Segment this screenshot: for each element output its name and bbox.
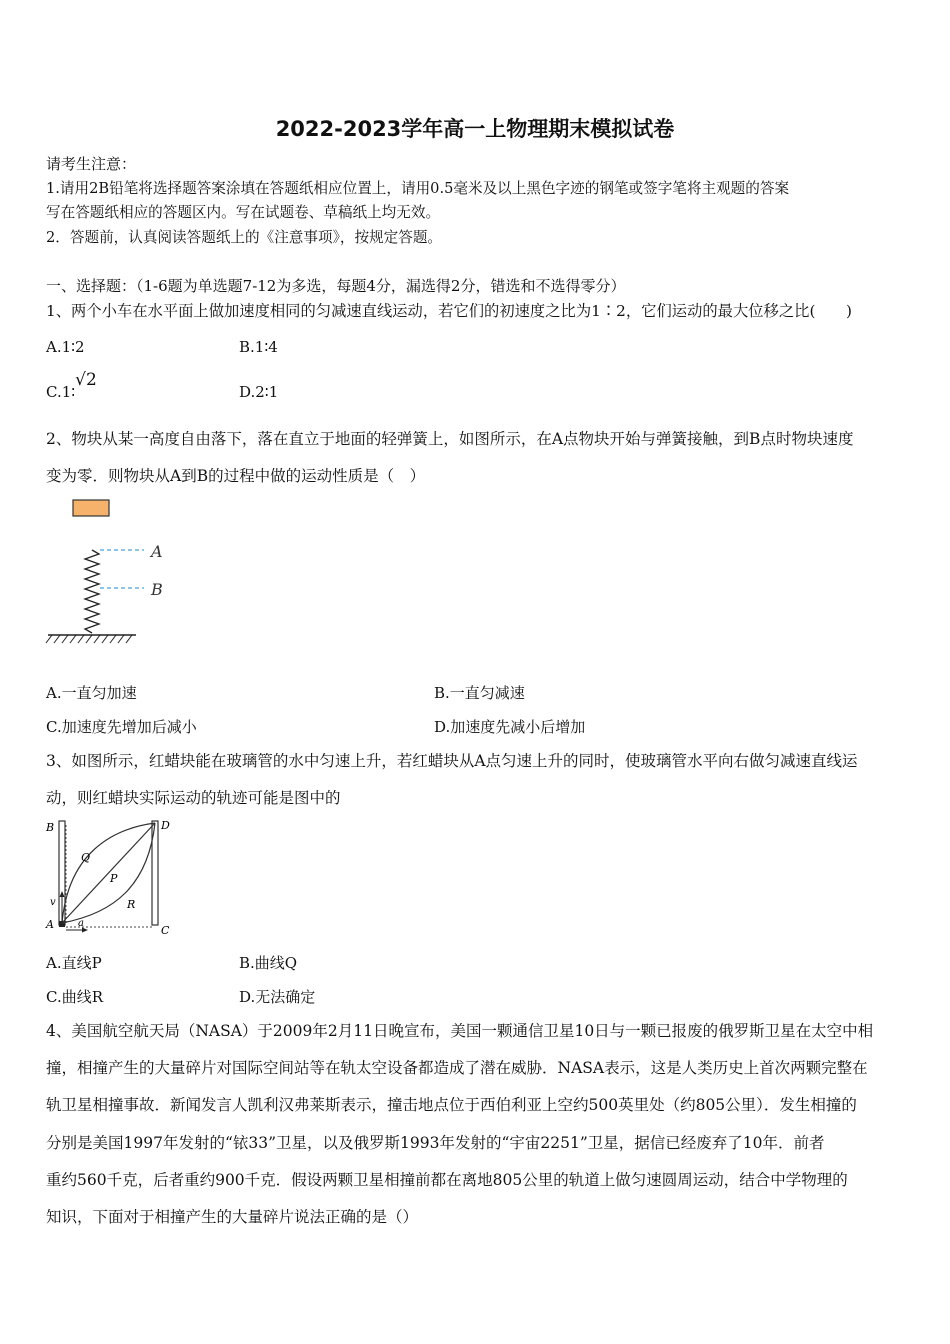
q4-line-3: 轨卫星相撞事故．新闻发言人凯利汉弗莱斯表示，撞击地点位于西伯利亚上空约500英里处（约805公里）．发生相撞的 (46, 1096, 857, 1114)
notice-line-2: 写在答题纸相应的答题区内。写在试题卷、草稿纸上均无效。 (46, 204, 441, 221)
block (73, 500, 109, 516)
q4-line-4: 分别是美国1997年发射的“铱33”卫星，以及俄罗斯1993年发射的“宇宙2251”卫星，据信已经废弃了10年．前者 (46, 1134, 825, 1152)
page-title: 2022-2023学年高一上物理期末模拟试卷 (275, 117, 675, 141)
fig-label-accel: a (78, 918, 84, 929)
q1-stem: 1、两个小车在水平面上做加速度相同的匀减速直线运动，若它们的初速度之比为1∶2，它们运动的最大位移之比( ) (46, 302, 852, 320)
q1-option-c-radical: √2 (75, 370, 97, 390)
notice-line-1: 1.请用2B铅笔将选择题答案涂填在答题纸相应位置上，请用0.5毫米及以上黑色字迹的钢笔或签字笔将主观题的答案 (46, 180, 790, 197)
q2-option-c: C.加速度先增加后减小 (46, 718, 197, 736)
fig-label-d: D (161, 819, 170, 832)
q4-line-2: 撞，相撞产生的大量碎片对国际空间站等在轨太空设备都造成了潜在威胁．NASA表示，这是人类历史上首次两颗完整在 (46, 1059, 868, 1077)
q4-line-6: 知识，下面对于相撞产生的大量碎片说法正确的是（） (46, 1208, 419, 1226)
q3-option-d: D.无法确定 (239, 988, 316, 1006)
q1-option-c (46, 370, 97, 402)
q1-option-c-prefix: C.1∶ (46, 383, 76, 401)
q3-option-c: C.曲线R (46, 988, 104, 1006)
q2-option-b: B.一直匀减速 (434, 684, 525, 702)
fig-label-b: B (46, 821, 55, 834)
q2-option-d: D.加速度先减小后增加 (434, 718, 586, 736)
fig-label-p: P (110, 872, 118, 885)
spring (85, 550, 99, 633)
q4-line-1: 4、美国航空航天局（NASA）于2009年2月11日晚宣布，美国一颗通信卫星10日与一颗已报废的俄罗斯卫星在太空中相 (46, 1022, 874, 1040)
notice-heading: 请考生注意： (46, 155, 137, 173)
fig-label-r: R (127, 898, 136, 911)
q3-stem-line-2: 动，则红蜡块实际运动的轨迹可能是图中的 (46, 789, 341, 807)
section-heading: 一、选择题：（1-6题为单选题7-12为多选，每题4分，漏选得2分，错选和不选得零分） (46, 277, 626, 295)
q2-stem-line-2: 变为零．则物块从A到B的过程中做的运动性质是（ ） (46, 467, 426, 485)
q3-stem-line-1: 3、如图所示，红蜡块能在玻璃管的水中匀速上升，若红蜡块从A点匀速上升的同时，使玻璃管水平向右做匀减速直线运 (46, 752, 858, 770)
q1-option-b: B.1∶4 (239, 338, 278, 356)
label-a: A (151, 542, 163, 561)
q3-option-b: B.曲线Q (239, 954, 298, 972)
q1-option-a: A.1∶2 (46, 338, 85, 356)
fig-label-v: v (50, 897, 56, 908)
fig-label-q: Q (81, 851, 91, 864)
label-b: B (151, 580, 163, 599)
ground-hatch (46, 635, 132, 643)
fig-label-a-point: A (46, 918, 54, 931)
q3-option-a: A.直线P (46, 954, 102, 972)
spring-figure (40, 495, 180, 650)
q4-line-5: 重约560千克，后者重约900千克．假设两颗卫星相撞前都在离地805公里的轨道上做匀速圆周运动，结合中学物理的 (46, 1171, 848, 1189)
tube-trajectory-figure (40, 815, 180, 940)
notice-line-3: 2．答题前，认真阅读答题纸上的《注意事项》，按规定答题。 (46, 229, 443, 246)
q2-stem-line-1: 2、物块从某一高度自由落下，落在直立于地面的轻弹簧上，如图所示，在A点物块开始与弹簧接触，到B点时物块速度 (46, 430, 854, 448)
fig-label-c: C (161, 924, 170, 937)
q1-option-d: D.2∶1 (239, 383, 279, 401)
q2-option-a: A.一直匀加速 (46, 684, 137, 702)
